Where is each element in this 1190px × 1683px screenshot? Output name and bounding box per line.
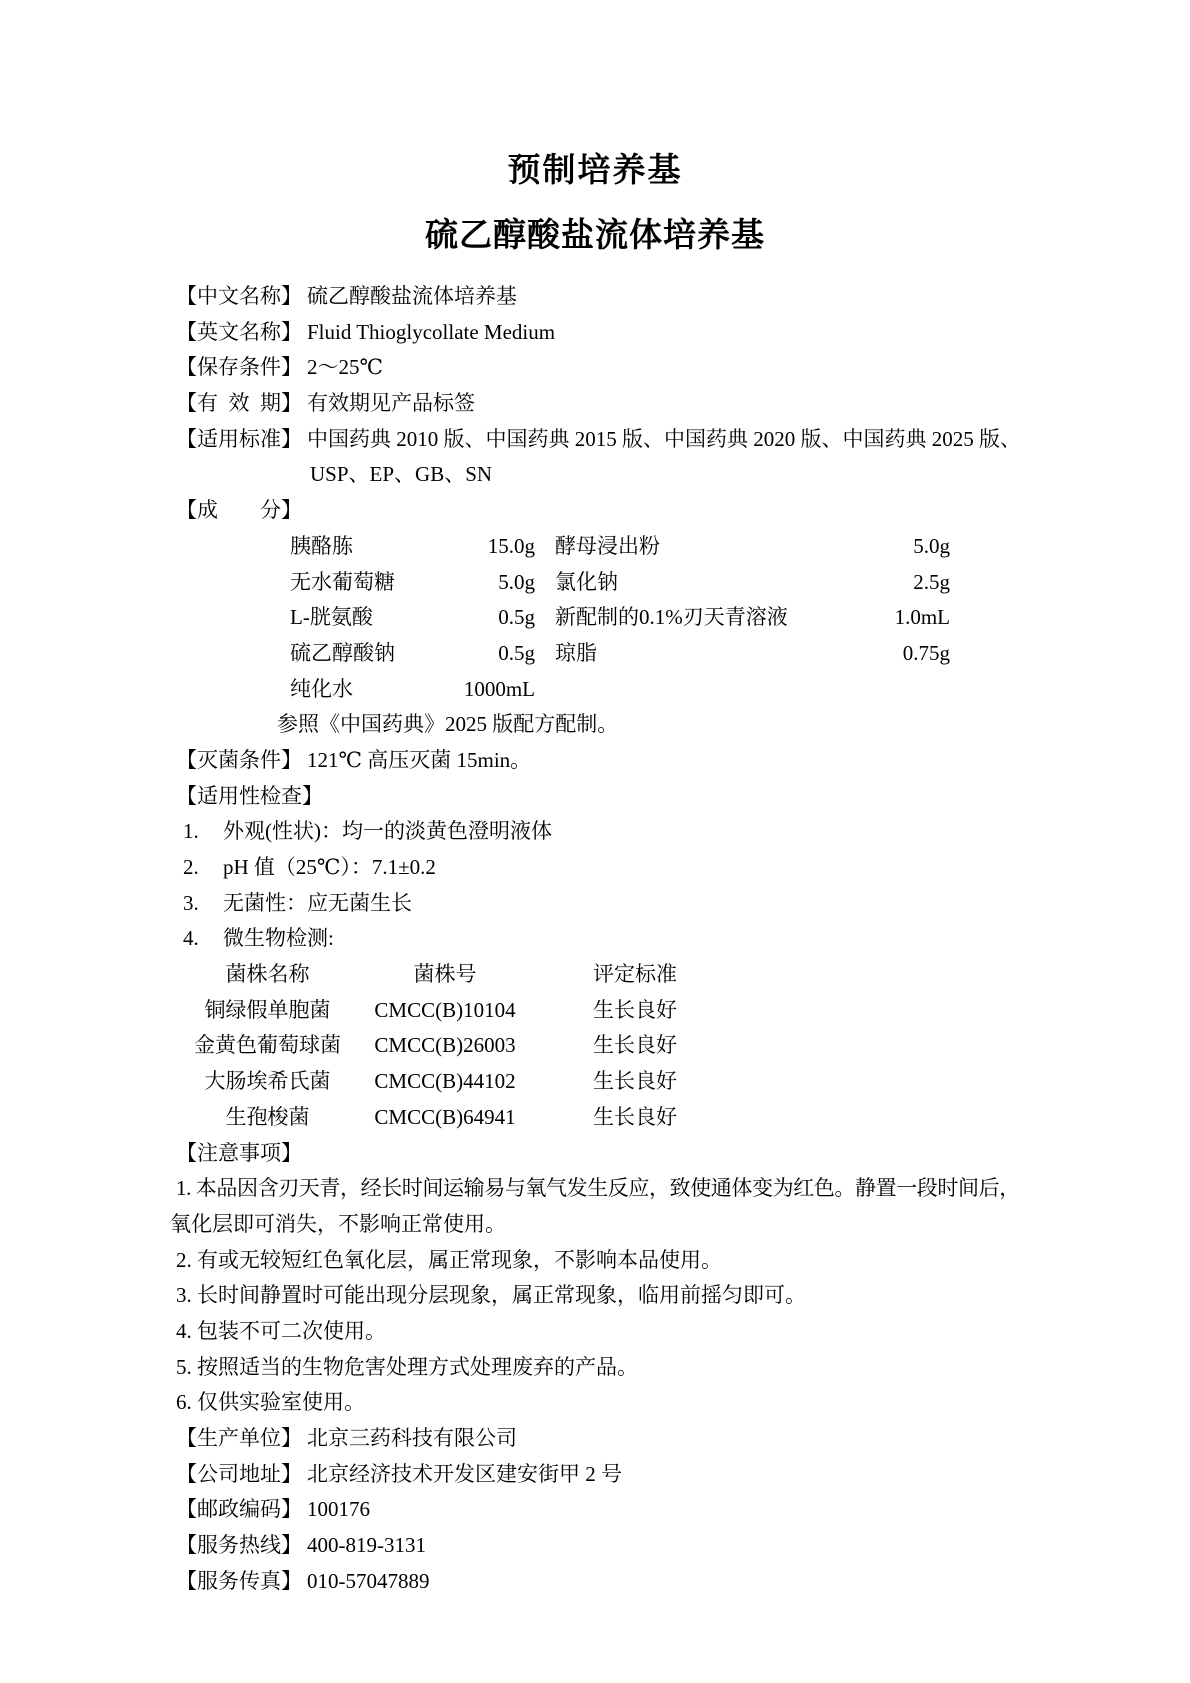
ingredient-amount: 1000mL bbox=[463, 676, 535, 701]
field-label: 【公司地址】 bbox=[176, 1461, 302, 1486]
item-number: 1. bbox=[183, 819, 199, 844]
strain-result: 生长良好 bbox=[593, 1104, 677, 1129]
field-chinese-name bbox=[170, 279, 1040, 315]
document-header bbox=[0, 0, 1190, 258]
ingredient-name bbox=[535, 672, 817, 708]
ingredient-amount: 2.5g bbox=[913, 569, 950, 594]
field-storage-condition bbox=[170, 350, 1040, 386]
field-value: 2～25℃ bbox=[307, 355, 383, 380]
ingredient-name: 新配制的0.1%刃天青溶液 bbox=[555, 605, 788, 630]
field-service-fax bbox=[170, 1564, 1040, 1600]
field-value: Fluid Thioglycollate Medium bbox=[307, 319, 556, 344]
item-text: 微生物检测: bbox=[223, 926, 334, 951]
field-value: 有效期见产品标签 bbox=[307, 391, 475, 416]
item-number: 3. bbox=[183, 890, 199, 915]
strain-result: 生长良好 bbox=[593, 1033, 677, 1058]
strain-name: 铜绿假单胞菌 bbox=[204, 997, 331, 1022]
ingredient-name: 纯化水 bbox=[290, 676, 353, 701]
field-value: 北京三药科技有限公司 bbox=[307, 1426, 517, 1450]
field-label: 【服务热线】 bbox=[176, 1533, 302, 1558]
item-number: 2. bbox=[183, 855, 199, 879]
strain-id: CMCC(B)10104 bbox=[374, 997, 516, 1022]
strain-table-row bbox=[170, 1028, 1040, 1064]
strain-id: CMCC(B)44102 bbox=[374, 1069, 516, 1094]
field-label: 【生产单位】 bbox=[176, 1426, 302, 1450]
field-service-hotline bbox=[170, 1528, 1040, 1564]
notice-line: 6. 仅供实验室使用。 bbox=[176, 1390, 365, 1415]
strain-id: CMCC(B)26003 bbox=[374, 1033, 516, 1058]
composition-row bbox=[290, 600, 1040, 636]
doc-subtitle: 硫乙醇酸盐流体培养基 bbox=[425, 218, 765, 254]
ingredient-name: L-胱氨酸 bbox=[290, 605, 373, 630]
document-body bbox=[170, 279, 1040, 1599]
ingredient-name: 无水葡萄糖 bbox=[290, 569, 395, 594]
notice-line: 4. 包装不可二次使用。 bbox=[176, 1318, 386, 1343]
notice-line: 5. 按照适当的生物危害处理方式处理废弃的产品。 bbox=[176, 1354, 638, 1379]
field-applicable-standards bbox=[170, 422, 1040, 458]
composition-row bbox=[290, 529, 1040, 565]
section-label-notices: 【注意事项】 bbox=[176, 1140, 302, 1165]
ingredient-name: 氯化钠 bbox=[555, 569, 618, 594]
field-sterilization bbox=[170, 743, 1040, 779]
ingredient-name: 硫乙醇酸钠 bbox=[290, 640, 395, 665]
notice-line: 1. 本品因含刃天青，经长时间运输易与氧气发生反应，致使通体变为红色。静置一段时间后， bbox=[176, 1176, 1020, 1201]
field-value: 北京经济技术开发区建安街甲 2 号 bbox=[307, 1461, 622, 1486]
item-text: 外观(性状)：均一的淡黄色澄明液体 bbox=[223, 819, 552, 844]
strain-result: 生长良好 bbox=[593, 1069, 677, 1094]
ingredient-name: 酵母浸出粉 bbox=[555, 533, 660, 558]
strain-name: 金黄色葡萄球菌 bbox=[194, 1033, 341, 1058]
composition-row bbox=[290, 672, 1040, 708]
strain-table-row bbox=[170, 993, 1040, 1029]
strain-name: 大肠埃希氏菌 bbox=[204, 1069, 331, 1094]
notice-line: 氧化层即可消失，不影响正常使用。 bbox=[170, 1211, 506, 1236]
field-english-name bbox=[170, 315, 1040, 351]
strain-table-row bbox=[170, 1064, 1040, 1100]
ingredient-amount: 5.0g bbox=[498, 569, 535, 594]
column-header: 菌株名称 bbox=[225, 962, 310, 987]
notice-line: 3. 长时间静置时可能出现分层现象，属正常现象，临用前摇匀即可。 bbox=[176, 1283, 806, 1308]
field-label: 【服务传真】 bbox=[176, 1568, 302, 1593]
notice-line: 2. 有或无较短红色氧化层，属正常现象，不影响本品使用。 bbox=[176, 1247, 722, 1272]
suitability-item bbox=[170, 850, 1040, 886]
standards-continuation: USP、EP、GB、SN bbox=[310, 462, 493, 487]
item-text: pH 值（25℃）：7.1±0.2 bbox=[223, 855, 436, 879]
suitability-item bbox=[170, 814, 1040, 850]
field-label: 【保存条件】 bbox=[176, 355, 302, 380]
field-value: 硫乙醇酸盐流体培养基 bbox=[307, 284, 517, 308]
strain-name: 生孢梭菌 bbox=[225, 1104, 310, 1129]
composition-reference-note: 参照《中国药典》2025 版配方配制。 bbox=[277, 712, 619, 737]
strain-table-row bbox=[170, 1100, 1040, 1136]
suitability-item bbox=[170, 921, 1040, 957]
composition-row bbox=[290, 565, 1040, 601]
ingredient-amount: 0.5g bbox=[498, 640, 535, 665]
strain-result: 生长良好 bbox=[593, 997, 677, 1022]
field-label: 【中文名称】 bbox=[176, 284, 302, 308]
field-postal-code bbox=[170, 1492, 1040, 1528]
composition-row bbox=[290, 636, 1040, 672]
column-header: 菌株号 bbox=[413, 962, 477, 987]
field-company-address bbox=[170, 1457, 1040, 1493]
ingredient-amount: 5.0g bbox=[913, 533, 950, 558]
ingredient-amount: 1.0mL bbox=[894, 605, 950, 630]
item-number: 4. bbox=[183, 926, 199, 951]
field-value: 中国药典 2010 版、中国药典 2015 版、中国药典 2020 版、中国药典 2025 版、 bbox=[307, 426, 1021, 451]
field-value: 010-57047889 bbox=[307, 1568, 430, 1593]
ingredient-name: 胰酪胨 bbox=[290, 533, 353, 558]
field-label: 【适用标准】 bbox=[176, 426, 302, 451]
field-shelf-life bbox=[170, 386, 1040, 422]
section-label-composition: 【成 分】 bbox=[176, 498, 302, 523]
field-manufacturer bbox=[170, 1421, 1040, 1457]
column-header: 评定标准 bbox=[593, 962, 677, 987]
field-label: 【英文名称】 bbox=[176, 319, 302, 344]
section-label-suitability: 【适用性检查】 bbox=[176, 783, 323, 808]
ingredient-amount: 0.5g bbox=[498, 605, 535, 630]
field-value: 121℃ 高压灭菌 15min。 bbox=[307, 747, 532, 772]
field-value: 100176 bbox=[307, 1497, 370, 1522]
strain-table-header bbox=[170, 957, 1040, 993]
ingredient-name: 琼脂 bbox=[555, 640, 597, 665]
ingredient-amount: 15.0g bbox=[487, 533, 535, 558]
doc-title: 预制培养基 bbox=[507, 153, 683, 189]
suitability-item bbox=[170, 886, 1040, 922]
field-label: 【有 效 期】 bbox=[176, 391, 302, 416]
field-value: 400-819-3131 bbox=[307, 1533, 426, 1558]
item-text: 无菌性：应无菌生长 bbox=[223, 890, 412, 915]
ingredient-amount bbox=[817, 672, 950, 708]
strain-id: CMCC(B)64941 bbox=[374, 1104, 516, 1129]
ingredient-amount: 0.75g bbox=[902, 640, 950, 665]
field-label: 【灭菌条件】 bbox=[176, 747, 302, 772]
field-label: 【邮政编码】 bbox=[176, 1497, 302, 1522]
